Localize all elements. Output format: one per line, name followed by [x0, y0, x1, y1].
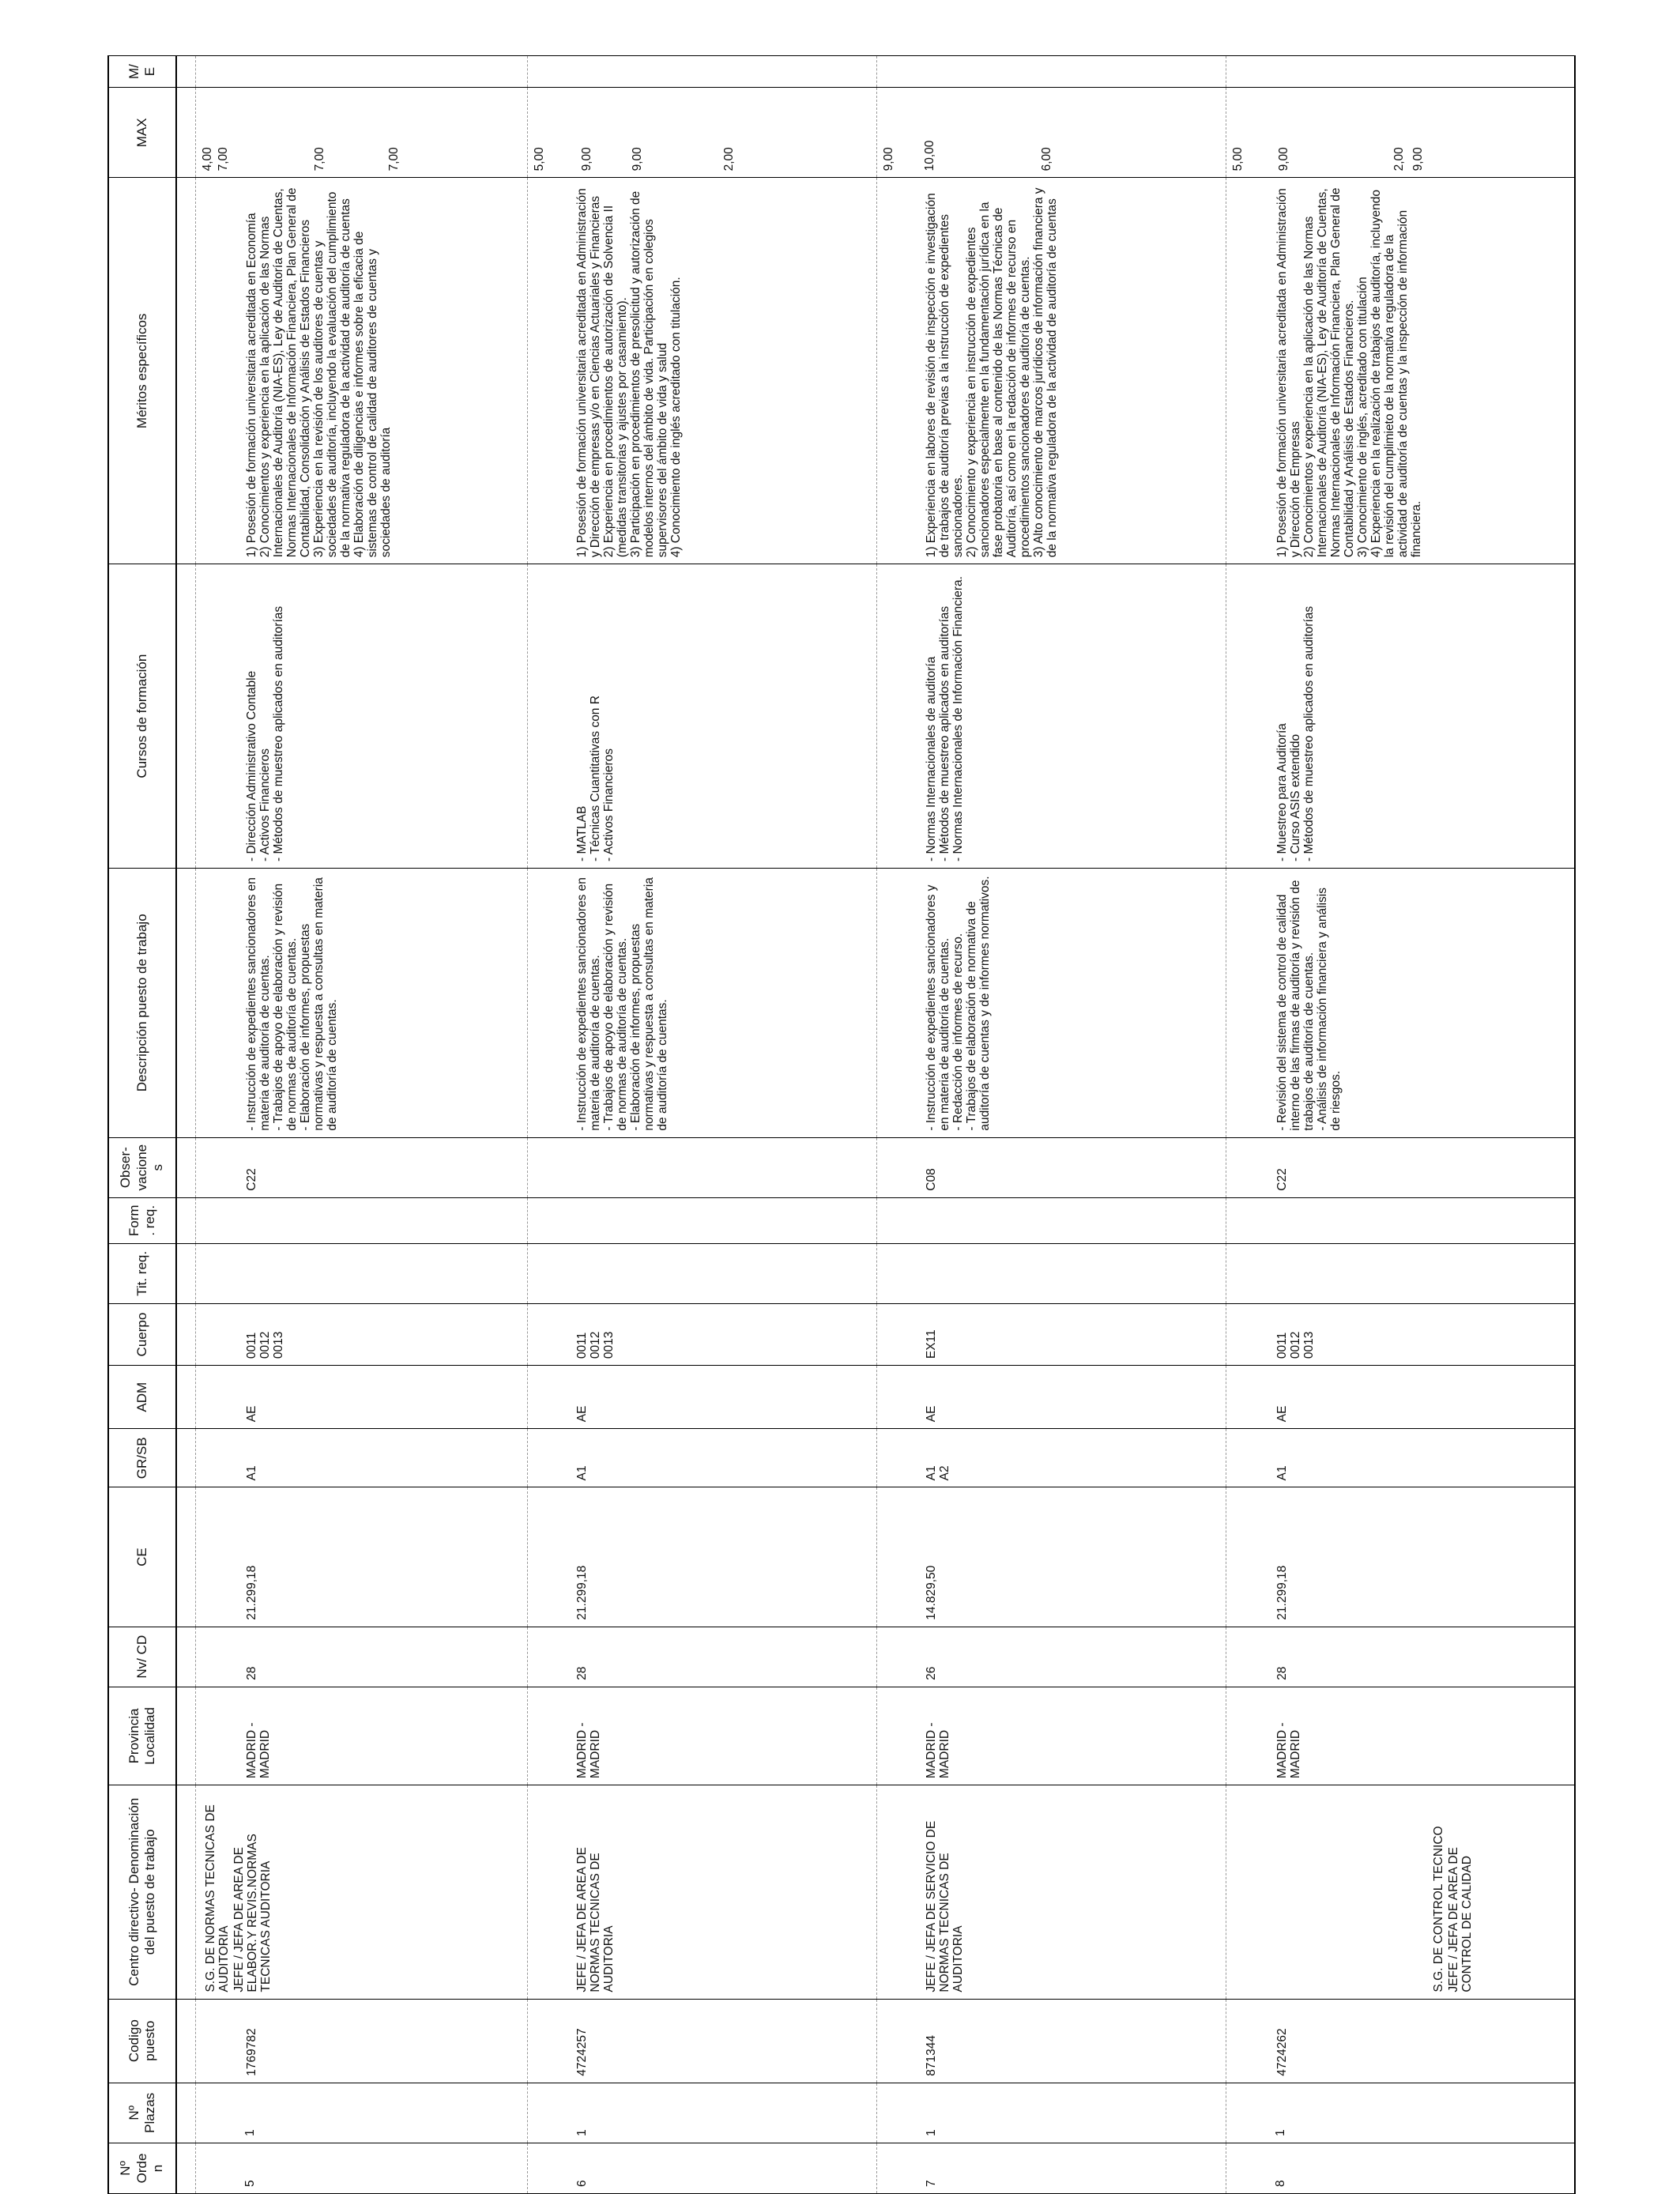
header-grupo: GR/SB [108, 1429, 176, 1487]
cell-provincia: MADRID - MADRID [195, 1687, 527, 1785]
cell-cuerpo: 0011 0012 0013 [1226, 1303, 1575, 1365]
cell-descripcion: - Revisión del sistema de control de calidad interno de las firmas de auditoría y revisión de trabajos de auditoría de cuentas. - Análisis de información financiera y análisis de riesgos. [1226, 868, 1575, 1137]
position-name: JEFE / JEFA DE AREA DE NORMAS TECNICAS DE AUDITORIA [574, 1847, 616, 1992]
position-name: JEFE / JEFA DE SERVICIO DE NORMAS TECNICAS DE AUDITORIA [924, 1820, 965, 1992]
cell-codigo: 4724257 [527, 1999, 876, 2083]
spacer-row [176, 56, 195, 2194]
cell-orden: 5 [195, 2143, 527, 2193]
position-name: JEFE / JEFA DE AREA DE CONTROL DE CALIDAD [1446, 1847, 1474, 1992]
unit-name: S.G. DE NORMAS TECNICAS DE AUDITORIA [203, 1804, 231, 1992]
header-me: M/E [108, 56, 176, 88]
max-value: 9,00 [1276, 147, 1290, 172]
cell-ce: 21.299,18 [527, 1487, 876, 1627]
cell-provincia: MADRID - MADRID [527, 1687, 876, 1785]
cell-max [876, 88, 1226, 178]
cell-formacion [195, 1197, 527, 1243]
header-plazas: Nº Plazas [108, 2083, 176, 2143]
header-ce: CE [108, 1487, 176, 1627]
cell-descripcion: - Instrucción de expedientes sancionadores en materia de auditoría de cuentas. - Trabajos de apoyo de elaboración y revisión de normas de auditoría de cuentas. - Elaboración de informes, propuestas normativas y respuesta a consultas en materia de auditoría de cuentas. [195, 868, 527, 1137]
max-value: 5,00 [1230, 147, 1245, 172]
cell-me [527, 56, 876, 88]
cell-observaciones: C22 [1226, 1137, 1575, 1197]
cell-titulacion [876, 1243, 1226, 1303]
max-value: 7,00 [216, 147, 230, 172]
cell-nivel: 28 [195, 1627, 527, 1687]
cell-adm: AE [527, 1366, 876, 1429]
cell-cursos: - MATLAB - Técnicas Cuantitativas con R - Activos Financieros [527, 564, 876, 869]
max-value: 9,00 [881, 147, 895, 172]
cell-orden: 8 [1226, 2143, 1575, 2193]
table-row [876, 56, 1226, 2194]
max-value: 2,00 [721, 147, 736, 172]
cell-centro [195, 1785, 527, 2000]
cell-me [1226, 56, 1575, 88]
cell-adm: AE [1226, 1366, 1575, 1429]
header-codigo: Codigo puesto [108, 1999, 176, 2083]
cell-plazas: 1 [876, 2083, 1226, 2143]
cell-meritos: 1) Experiencia en labores de revisión de inspección e investigación de trabajos de auditoría previas a la instrucción de expedientes sancionadores. 2) Conocimiento y experiencia en instrucción de expedientes sancionadores especialmente en la fundamentación jurídica en la fase probatoria en base al contenido de las Normas Técnicas de Auditoría, así como en la redacción de informes de recurso en procedimientos sancionadores de auditoría de cuentas. 3) Alto conocimiento de marcos jurídicos de información financiera y de la normativa reguladora de la actividad de auditoría de cuentas [876, 178, 1226, 564]
max-value: 9,00 [630, 147, 644, 172]
cell-cuerpo: EX11 [876, 1303, 1226, 1365]
max-value: 6,00 [1039, 147, 1053, 172]
cell-max [527, 88, 876, 178]
cell-nivel: 26 [876, 1627, 1226, 1687]
cell-orden: 7 [876, 2143, 1226, 2193]
cell-observaciones [527, 1137, 876, 1197]
cell-ce: 21.299,18 [195, 1487, 527, 1627]
table-row [195, 56, 527, 2194]
cell-descripcion: - Instrucción de expedientes sancionadores en materia de auditoría de cuentas. - Trabajos de apoyo de elaboración y revisión de normas de auditoría de cuentas. - Elaboración de informes, propuestas normativas y respuesta a consultas en materia de auditoría de cuentas. [527, 868, 876, 1137]
max-value: 2,00 [1392, 147, 1406, 172]
max-value: 9,00 [1411, 147, 1425, 172]
cell-codigo: 4724262 [1226, 1999, 1575, 2083]
cell-meritos: 1) Posesión de formación universitaria acreditada en Administración y Dirección de Empresas 2) Conocimientos y experiencia en la aplicación de las Normas Internacionales de Auditoría (NIA-ES), Ley de Auditoría de Cuentas, Normas Internacionales de Información Financiera, Plan General de Contabilidad y Análisis de Estados Financieros. 3) Conocimiento de inglés, acreditado con titulación 4) Experiencia en la realización de trabajos de auditoría, incluyendo la revisión del cumplimieto de la normativa reguladora de la actividad de auditoría de cuentas y la inspección de información financiera. [1226, 178, 1575, 564]
rotated-table-wrapper [107, 55, 1543, 2194]
cell-centro [876, 1785, 1226, 2000]
cell-adm: AE [876, 1366, 1226, 1429]
cell-observaciones: C08 [876, 1137, 1226, 1197]
max-value: 9,00 [579, 147, 593, 172]
max-value: 10,00 [922, 140, 936, 172]
cell-cuerpo: 0011 0012 0013 [195, 1303, 527, 1365]
cell-grupo: A1 [195, 1429, 527, 1487]
header-titulacion: Tit. req. [108, 1243, 176, 1303]
cell-ce: 14.829,50 [876, 1487, 1226, 1627]
header-orden: Nº Orden [108, 2143, 176, 2193]
cell-ce: 21.299,18 [1226, 1487, 1575, 1627]
cell-titulacion [527, 1243, 876, 1303]
cell-orden: 6 [527, 2143, 876, 2193]
cell-grupo: A1 [1226, 1429, 1575, 1487]
header-row [108, 56, 176, 2194]
cell-adm: AE [195, 1366, 527, 1429]
header-provincia: Provincia Localidad [108, 1687, 176, 1785]
cell-formacion [527, 1197, 876, 1243]
cell-cursos: - Muestreo para Auditoría - Curso ASIS extendido - Métodos de muestreo aplicados en auditorías [1226, 564, 1575, 869]
cell-cursos: - Dirección Administrativo Contable - Activos Financieros - Métodos de muestreo aplicados en auditorías [195, 564, 527, 869]
max-value: 5,00 [532, 147, 546, 172]
cell-formacion [876, 1197, 1226, 1243]
cell-me [195, 56, 527, 88]
header-adm: ADM [108, 1366, 176, 1429]
header-cursos: Cursos de formación [108, 564, 176, 869]
cell-centro [1226, 1785, 1575, 2000]
table-row [1226, 56, 1575, 2194]
header-observaciones: Obser- vaciones [108, 1137, 176, 1197]
table-row [527, 56, 876, 2194]
cell-observaciones: C22 [195, 1137, 527, 1197]
cell-me [876, 56, 1226, 88]
cell-meritos: 1) Posesión de formación universitaria acreditada en Economía 2) Conocimientos y experiencia en la aplicación de las Normas Internacionales de Auditoría (NIA-ES), Ley de Auditoría de Cuentas, Normas Internacionales de Información Financiera, Plan General de Contabilidad, Consolidación y Análisis de Estados Financieros 3) Experiencia en la revisión de los auditores de cuentas y sociedades de auditoría, incluyendo la evaluación del cumplimiento de la normativa reguladora de la actividad de auditoría de cuentas 4) Elaboración de diligencias e informes sobre la eficacia de sistemas de control de calidad de auditores de cuentas y sociedades de auditoría [195, 178, 527, 564]
header-centro: Centro directivo- Denominación del puesto de trabajo [108, 1785, 176, 2000]
positions-table [107, 55, 1576, 2194]
cell-grupo: A1 A2 [876, 1429, 1226, 1487]
cell-titulacion [195, 1243, 527, 1303]
cell-plazas: 1 [195, 2083, 527, 2143]
header-max: MAX [108, 88, 176, 178]
cell-codigo: 1769782 [195, 1999, 527, 2083]
cell-titulacion [1226, 1243, 1575, 1303]
cell-grupo: A1 [527, 1429, 876, 1487]
cell-formacion [1226, 1197, 1575, 1243]
cell-provincia: MADRID - MADRID [876, 1687, 1226, 1785]
cell-provincia: MADRID - MADRID [1226, 1687, 1575, 1785]
cell-nivel: 28 [527, 1627, 876, 1687]
max-value: 4,00 [200, 147, 214, 172]
cell-nivel: 28 [1226, 1627, 1575, 1687]
cell-max [195, 88, 527, 178]
cell-plazas: 1 [1226, 2083, 1575, 2143]
cell-max [1226, 88, 1575, 178]
cell-cursos: - Normas Internacionales de auditoría - Métodos de muestreo aplicados en auditorías - Normas Internacionales de Información Financiera. [876, 564, 1226, 869]
header-meritos: Méritos específicos [108, 178, 176, 564]
cell-plazas: 1 [527, 2083, 876, 2143]
header-descripcion: Descripción puesto de trabajo [108, 868, 176, 1137]
max-value: 7,00 [312, 147, 326, 172]
max-value: 7,00 [386, 147, 401, 172]
header-cuerpo: Cuerpo [108, 1303, 176, 1365]
cell-meritos: 1) Posesión de formación universitaria acreditada en Administración y Dirección de empresas y/o en Ciencias Actuariales y Financieras 2) Experiencia en procedimientos de autorización de Solvencia II (medidas transitorias y ajustes por casamiento). 3) Participación en procedimientos de presolicitud y autorización de modelos internos del ámbito de vida. Participación en colegios supervisores del ámbito de vida y salud 4) Conocimiento de inglés acreditado con titulación. [527, 178, 876, 564]
cell-centro [527, 1785, 876, 2000]
position-name: JEFE / JEFA DE AREA DE ELABOR.Y REVIS.NORMAS TECNICAS AUDITORIA [232, 1834, 273, 1992]
unit-name: S.G. DE CONTROL TECNICO [1431, 1826, 1445, 1992]
header-nivel: Nv/ CD [108, 1627, 176, 1687]
cell-descripcion: - Instrucción de expedientes sancionadores y en materia de auditoría de cuentas. - Redacción de informes de recurso. - Trabajos de elaboración de normativa de auditoría de cuentas y de informes normativos. [876, 868, 1226, 1137]
cell-cuerpo: 0011 0012 0013 [527, 1303, 876, 1365]
cell-codigo: 871344 [876, 1999, 1226, 2083]
header-formacion: Form. req. [108, 1197, 176, 1243]
table-body [176, 56, 1575, 2194]
